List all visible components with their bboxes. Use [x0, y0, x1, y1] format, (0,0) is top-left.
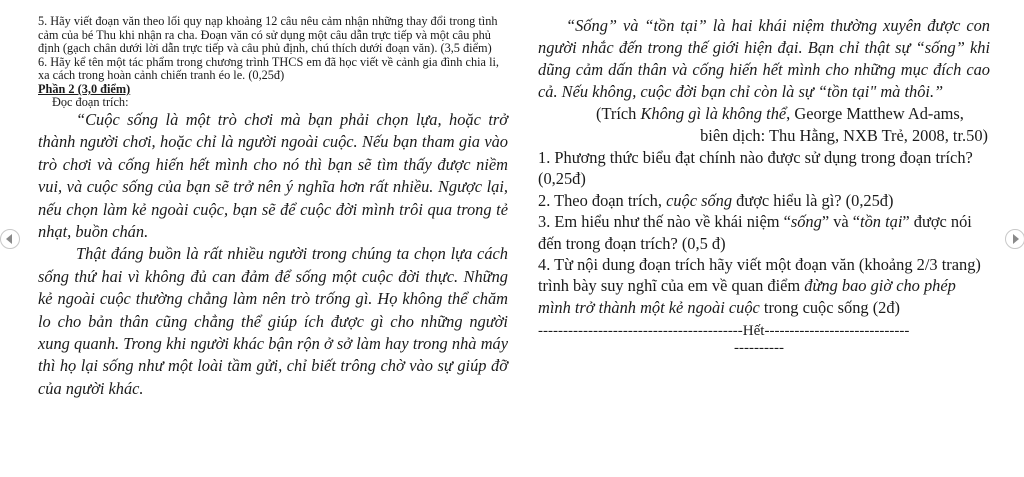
left-column	[38, 15, 508, 400]
right-column	[538, 15, 990, 356]
end-marker: -----------------------------------------Hết-----------------------------	[538, 323, 910, 340]
question-3: 3. Em hiểu như thế nào về khái niệm “sống” và “tồn tại” được nói đến trong đoạn trích? (0,5 đ)	[538, 212, 972, 253]
chevron-right-icon	[1013, 234, 1019, 244]
reading-label: Đọc đoạn trích:	[52, 94, 129, 109]
question-1: 1. Phương thức biểu đạt chính nào được sử dụng trong đoạn trích? (0,25đ)	[538, 148, 973, 189]
question-5: 5. Hãy viết đoạn văn theo lối quy nạp khoảng 12 câu nêu cảm nhận những thay đổi trong tình cảm của bé Thu khi nhận ra cha. Đoạn văn có sử dụng một câu dẫn trực tiếp và một câu phủ định (gạch chân dưới lời dẫn trực tiếp và câu phủ định, chú thích dưới đoạn văn). (3,5 điểm)	[38, 14, 498, 56]
source-citation-line2: biên dịch: Thu Hằng, NXB Trẻ, 2008, tr.50)	[700, 126, 988, 145]
source-citation: (Trích Không gì là không thể, George Matthew Ad-ams,	[596, 104, 964, 123]
part-2-title: Phần 2 (3,0 điểm)	[38, 81, 131, 96]
passage-paragraph-2: Thật đáng buồn là rất nhiều người trong chúng ta chọn lựa cách sống thứ hai vì không đủ can đảm để sống một cuộc đời thực. Những kẻ ngoài cuộc thường chẳng làm nên trò trống gì. Họ không thể chăm lo cho bản thân cũng chẳng thể giúp ích được gì cho những người xung quanh. Trong khi người khác bận rộn ở sở làm hay trong nhà máy thì họ lại sống như một loài tầm gửi, chỉ biết trông chờ vào sự giúp đỡ của người khác.	[38, 244, 508, 398]
next-page-button[interactable]	[1005, 229, 1024, 249]
chevron-left-icon	[6, 234, 12, 244]
passage-paragraph-1: “Cuộc sống là một trò chơi mà bạn phải chọn lựa, hoặc trở thành người chơi, hoặc chỉ là người ngoài cuộc. Nếu bạn tham gia vào trò chơi và cống hiến hết mình cho nó thì bạn sẽ tìm thấy được niềm vui, và cuộc sống của bạn sẽ trở nên ý nghĩa hơn rất nhiều. Ngược lại, nếu chọn làm kẻ ngoài cuộc, bạn sẽ để cuộc đời mình trôi qua trong tẻ nhạt, buồn chán.	[38, 109, 508, 241]
question-6: 6. Hãy kể tên một tác phẩm trong chương trình THCS em đã học viết về cảnh gia đình chia li, xa cách trong hoàn cảnh chiến tranh éo le. (0,25đ)	[38, 54, 499, 83]
passage-quote: “Sống” và “tồn tại” là hai khái niệm thường xuyên được con người nhắc đến trong thế giới hiện đại. Bạn chỉ thật sự “sống” khi dũng cảm dấn thân và cống hiến hết mình cho những mục đích cao cả. Nếu không, cuộc đời bạn chỉ còn là sự “tồn tại" mà thôi.”	[538, 16, 990, 101]
end-dash: ----------	[734, 340, 784, 357]
question-2: 2. Theo đoạn trích, cuộc sống được hiểu là gì? (0,25đ)	[538, 190, 894, 210]
prev-page-button[interactable]	[0, 229, 20, 249]
question-4: 4. Từ nội dung đoạn trích hãy viết một đoạn văn (khoảng 2/3 trang) trình bày suy nghĩ của em về quan điểm đừng bao giờ cho phép mình trở thành một kẻ ngoài cuộc trong cuộc sống (2đ)	[538, 255, 981, 317]
